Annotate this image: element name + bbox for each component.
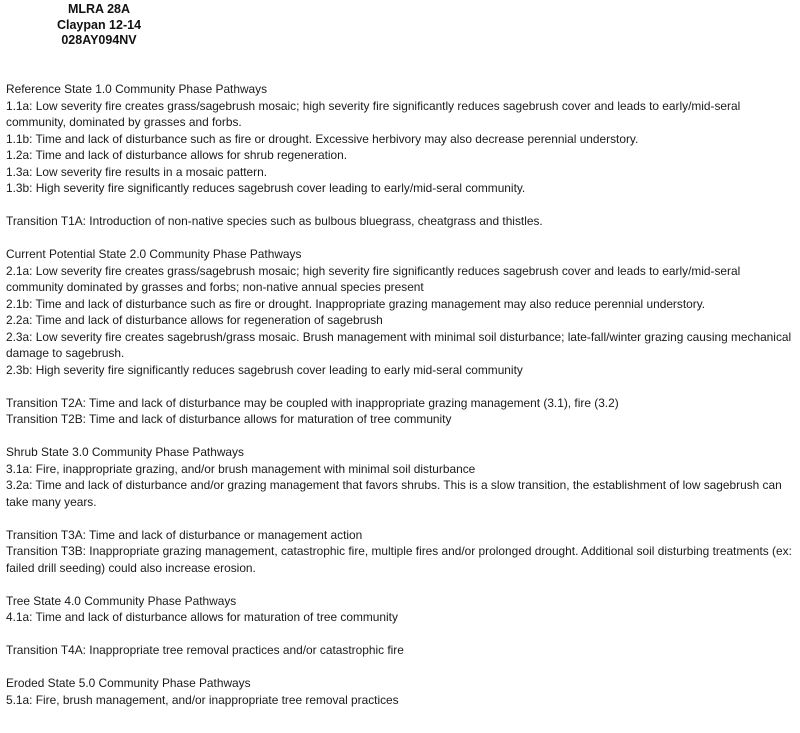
pathway-item: 3.1a: Fire, inappropriate grazing, and/or brush management with minimal soil disturbance [6, 461, 476, 476]
pathway-item: 4.1a: Time and lack of disturbance allows for maturation of tree community [6, 610, 398, 624]
section-transition-t4 [6, 642, 796, 659]
pathway-item: 1.3a: Low severity fire results in a mosaic pattern. [6, 164, 268, 179]
mlra-label: MLRA 28A [67, 2, 131, 16]
transition-item: Transition T4A: Inappropriate tree removal practices and/or catastrophic fire [6, 643, 404, 657]
pathway-item: 5.1a: Fire, brush management, and/or inappropriate tree removal practices [6, 692, 399, 707]
section-heading: Current Potential State 2.0 Community Phase Pathways [6, 247, 302, 261]
pathway-text [6, 81, 796, 708]
transition-item: Transition T2A: Time and lack of disturbance may be coupled with inappropriate grazing management (3.1), fire (3.2) [6, 395, 619, 410]
section-shrub-state [6, 444, 796, 510]
section-transition-t3 [6, 527, 796, 577]
section-transition-t1 [6, 213, 796, 230]
transition-item: Transition T1A: Introduction of non-native species such as bulbous bluegrass, cheatgrass and thistles. [6, 214, 543, 228]
section-transition-t2 [6, 395, 796, 428]
section-heading: Tree State 4.0 Community Phase Pathways [6, 593, 237, 608]
transition-item: Transition T3B: Inappropriate grazing management, catastrophic fire, multiple fires and/or prolonged drought. Additional soil disturbing treatments (ex: failed drill seeding) could also increase erosion. [6, 544, 792, 575]
pathway-item: 2.1a: Low severity fire creates grass/sagebrush mosaic; high severity fire significantly reduces sagebrush cover and leads to early/mid-seral community dominated by grasses and forbs; non-native annual species present [6, 263, 741, 294]
pathway-item: 3.2a: Time and lack of disturbance and/or grazing management that favors shrubs. This is a slow transition, the establishment of low sagebrush can take many years. [6, 478, 782, 509]
section-reference-state [6, 81, 796, 197]
pathway-item: 1.2a: Time and lack of disturbance allows for shrub regeneration. [6, 148, 348, 162]
section-heading: Reference State 1.0 Community Phase Pathways [6, 82, 268, 96]
transition-item: Transition T3A: Time and lack of disturbance or management action [6, 527, 363, 542]
pathway-item: 1.1b: Time and lack of disturbance such as fire or drought. Excessive herbivory may also decrease perennial understory. [6, 131, 639, 146]
pathway-item: 2.2a: Time and lack of disturbance allows for regeneration of sagebrush [6, 313, 383, 327]
pathway-item: 2.3a: Low severity fire creates sagebrush/grass mosaic. Brush management with minimal soil disturbance; late-fall/winter grazing causing mechanical damage to sagebrush. [6, 329, 792, 360]
site-code: 028AY094NV [61, 33, 137, 47]
document-header [44, 2, 154, 49]
pathway-item: 2.3b: High severity fire significantly reduces sagebrush cover leading to early mid-seral community [6, 362, 523, 377]
section-current-potential-state [6, 246, 796, 378]
section-heading: Shrub State 3.0 Community Phase Pathways [6, 445, 244, 459]
transition-item: Transition T2B: Time and lack of disturbance allows for maturation of tree community [6, 412, 452, 426]
pathway-item: 1.1a: Low severity fire creates grass/sagebrush mosaic; high severity fire significantly reduces sagebrush cover and leads to early/mid-seral community, dominated by grasses and forbs. [6, 98, 741, 129]
section-tree-state [6, 593, 796, 626]
pathway-item: 2.1b: Time and lack of disturbance such as fire or drought. Inappropriate grazing management may also reduce perennial understory. [6, 296, 706, 311]
section-heading: Eroded State 5.0 Community Phase Pathways [6, 676, 251, 690]
pathway-item: 1.3b: High severity fire significantly reduces sagebrush cover leading to early/mid-seral community. [6, 181, 526, 195]
section-eroded-state [6, 675, 796, 708]
site-name: Claypan 12-14 [56, 17, 142, 32]
